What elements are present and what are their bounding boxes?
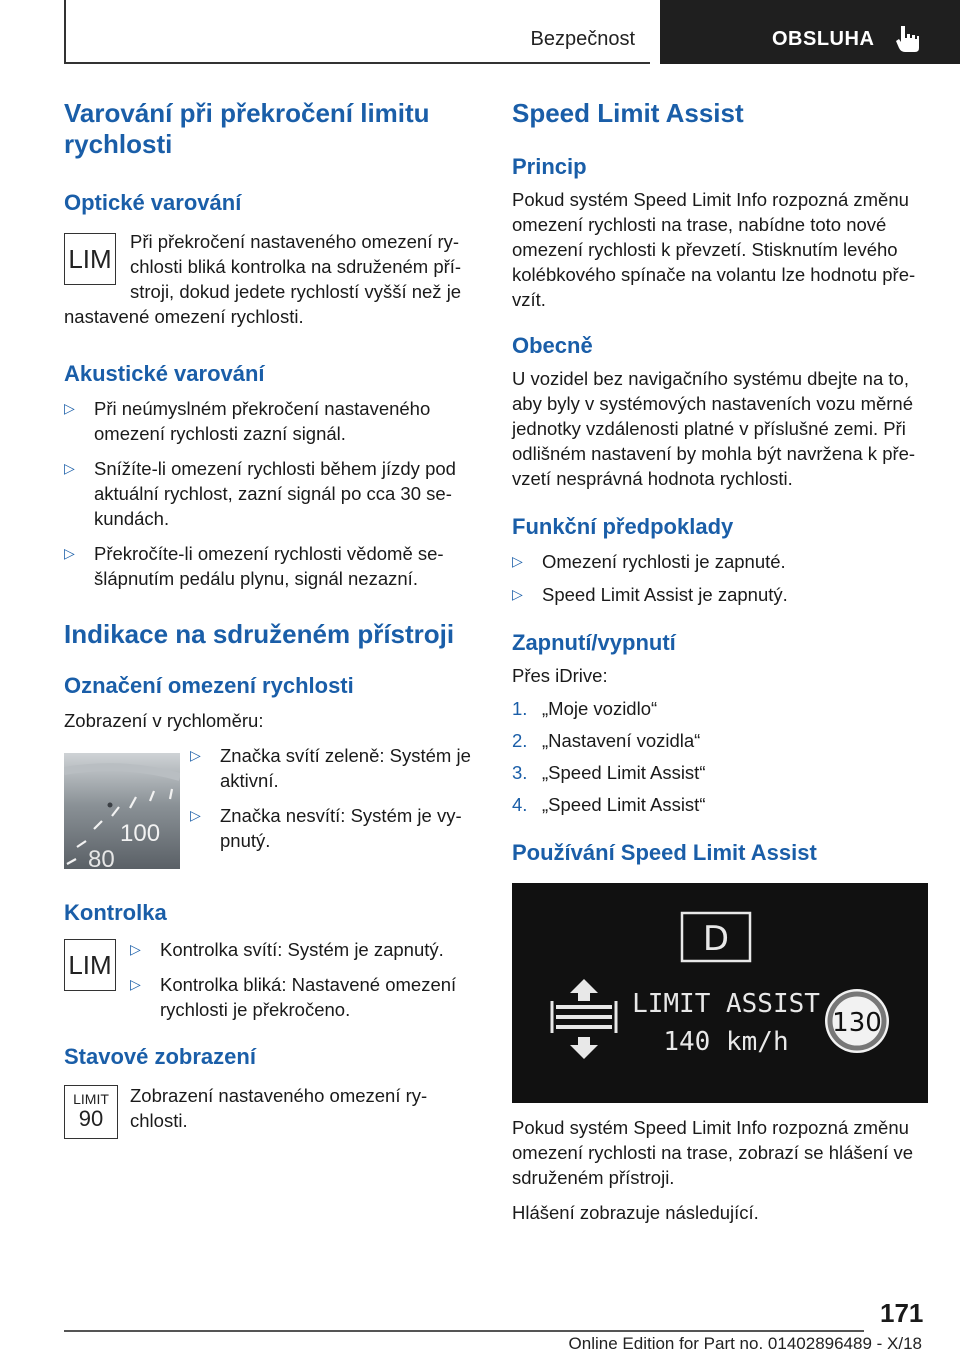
list-item: 1. „Moje vozidlo“ <box>512 698 658 719</box>
list-item: 3. „Speed Limit Assist“ <box>512 762 706 783</box>
acoustic-warning-heading: Akustické varování <box>64 361 265 386</box>
speedo-label-80: 80 <box>88 846 115 869</box>
acoustic-warning-list <box>64 396 474 591</box>
usage-text-1: Pokud systém Speed Limit Info rozpozná změnu omezení rychlosti na trase, zobrazí se hlášení ve sdruženém přístroji. <box>512 1117 914 1188</box>
header-rule <box>64 62 650 64</box>
optical-warning-text: Při překročení nastaveného omezení ry-chlosti bliká kontrolka na sdruženém pří-stroji, dokud jedete rychlostí vyšší než je <box>130 231 462 302</box>
general-text: U vozidel bez navigačního systému dbejte na to, aby byly v systémových nastaveních vozu měrné jednotky vzdálenosti platné v příslušné zemi. Při odlišném nastavení by mohla být navržena k pře-vzetí nesprávná hodnota rychlosti. <box>512 368 916 489</box>
right-column <box>512 98 928 1225</box>
usage-text-2: Hlášení zobrazuje následující. <box>512 1202 759 1223</box>
section-label: Bezpečnost <box>530 28 635 50</box>
lim-indicator-icon: LIM <box>64 233 116 285</box>
right-page-title: Speed Limit Assist <box>512 98 744 128</box>
lim-indicator-icon: LIM <box>64 939 116 991</box>
left-column <box>64 98 474 1143</box>
footer-edition: Online Edition for Part no. 01402896489 - X/18 <box>568 1334 922 1353</box>
list-item: ▷ Překročíte-li omezení rychlosti vědomě se-šlápnutím pedálu plynu, signál nezazní. <box>64 543 444 589</box>
general-heading: Obecně <box>512 333 593 358</box>
triangle-bullet-icon: ▷ <box>130 941 141 957</box>
triangle-bullet-icon: ▷ <box>64 460 75 476</box>
triangle-bullet-icon: ▷ <box>190 807 201 823</box>
triangle-bullet-icon: ▷ <box>190 747 201 763</box>
on-off-intro: Přes iDrive: <box>512 665 608 686</box>
marking-status-list <box>190 743 476 853</box>
prerequisites-list <box>512 549 928 607</box>
list-item: ▷ Speed Limit Assist je zapnutý. <box>512 584 788 605</box>
status-display-text: Zobrazení nastaveného omezení ry-chlosti. <box>130 1085 428 1131</box>
triangle-bullet-icon: ▷ <box>512 586 523 602</box>
principle-heading: Princip <box>512 154 587 179</box>
list-item: ▷ Kontrolka bliká: Nastavené omezení rychlosti je překročeno. <box>130 974 457 1020</box>
optical-warning-heading: Optické varování <box>64 190 242 215</box>
limit-assist-cluster-image <box>512 883 928 1103</box>
list-item: ▷ Omezení rychlosti je zapnuté. <box>512 551 786 572</box>
list-item: ▷ Značka svítí zeleně: Systém je aktivní. <box>190 745 471 791</box>
header-divider <box>64 0 66 64</box>
triangle-bullet-icon: ▷ <box>64 545 75 561</box>
on-off-steps <box>512 696 928 817</box>
speedo-label-100: 100 <box>120 820 161 847</box>
list-item: 2. „Nastavení vozidla“ <box>512 730 701 751</box>
indicator-status-list <box>130 937 476 1022</box>
triangle-bullet-icon: ▷ <box>512 553 523 569</box>
indicator-heading: Kontrolka <box>64 900 167 925</box>
list-item: 4. „Speed Limit Assist“ <box>512 794 706 815</box>
triangle-bullet-icon: ▷ <box>130 976 141 992</box>
optical-warning-text-tail: nastavené omezení rychlosti. <box>64 306 304 327</box>
gear-indicator: D <box>702 919 730 959</box>
list-item: ▷ Značka nesvítí: Systém je vy-pnutý. <box>190 805 462 851</box>
footer-rule <box>64 1330 864 1332</box>
speedometer-intro: Zobrazení v rychloměru: <box>64 710 264 731</box>
chapter-tab-label: OBSLUHA <box>772 28 875 50</box>
speed-sign-value: 130 <box>832 1008 882 1038</box>
left-page-title: Varování při překročení limitu rychlosti <box>64 98 430 159</box>
limit-speed-value: 140 km/h <box>663 1027 789 1057</box>
speedometer-image <box>64 753 180 869</box>
on-off-heading: Zapnutí/vypnutí <box>512 630 676 655</box>
cluster-display-heading: Indikace na sdruženém přístroji <box>64 619 455 649</box>
list-item: ▷ Snížíte-li omezení rychlosti během jízdy pod aktuální rychlost, zazní signál po cca 30 se-kundách. <box>64 458 456 529</box>
triangle-bullet-icon: ▷ <box>64 400 75 416</box>
limit-90-icon: LIMIT 90 <box>64 1085 118 1139</box>
speed-limit-marking-heading: Označení omezení rychlosti <box>64 673 354 698</box>
hand-pointer-icon <box>895 24 921 54</box>
list-item: ▷ Při neúmyslném překročení nastaveného omezení rychlosti zazní signál. <box>64 398 431 444</box>
principle-text: Pokud systém Speed Limit Info rozpozná změnu omezení rychlosti na trase, nabídne toto nové omezení rychlosti k převzetí. Stisknutím levého kolébkového spínače na volantu lze hodnotu pře-vzít. <box>512 189 916 310</box>
prerequisites-heading: Funkční předpoklady <box>512 514 734 539</box>
page-number: 171 <box>880 1298 924 1328</box>
list-item: ▷ Kontrolka svítí: Systém je zapnutý. <box>130 939 444 960</box>
status-display-heading: Stavové zobrazení <box>64 1044 256 1069</box>
limit-assist-label: LIMIT ASSIST <box>632 989 820 1019</box>
usage-heading: Používání Speed Limit Assist <box>512 840 817 865</box>
